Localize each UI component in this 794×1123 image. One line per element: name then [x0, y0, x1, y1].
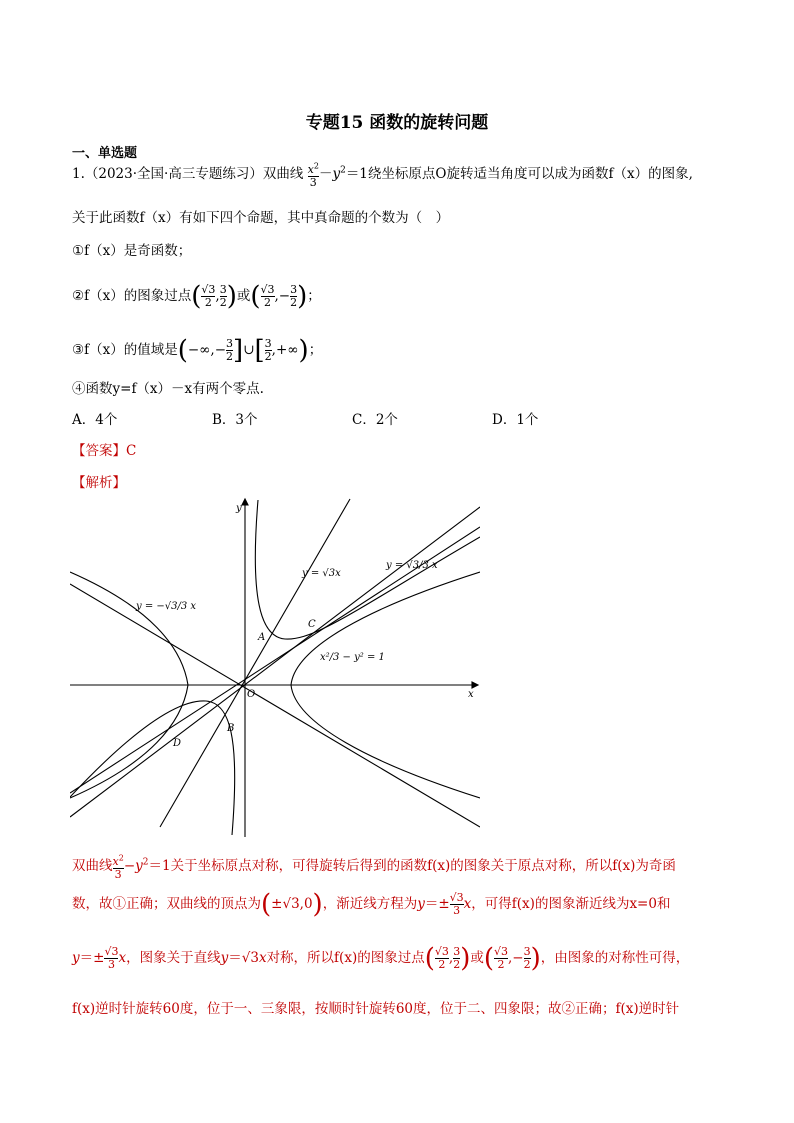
line-neg-sqrt3-3 — [70, 584, 480, 827]
y-axis-arrow — [242, 499, 248, 505]
question-line-2: 关于此函数f（x）有如下四个命题，其中真命题的个数为（ ） — [72, 210, 450, 226]
explanation-line-4: f(x)逆时针旋转60度，位于一、三象限，按顺时针旋转60度，位于二、四象限；故②正确；f(x)逆时针 — [72, 1001, 680, 1017]
explanation-3c: 或 — [470, 950, 484, 966]
option-c[interactable]: C．2个 — [352, 412, 398, 428]
option-a[interactable]: A．4个 — [72, 412, 118, 428]
explanation-line-2: 数，故①正确；双曲线的顶点为(±√3,0)，渐近线方程为$y=\pm\frac{√3}{3}$ x，可得f(x)的图象渐近线为x=0和 — [72, 889, 671, 920]
label-hyperbola: x²/3 − y² = 1 — [320, 652, 385, 663]
label-x: x — [468, 689, 474, 700]
proposition-3-text: ③f（x）的值域是 — [72, 342, 178, 358]
analysis-heading: 【解析】 — [72, 475, 126, 491]
options-row — [72, 410, 632, 430]
hyperbola-figure — [70, 497, 480, 837]
option-b[interactable]: B．3个 — [212, 412, 258, 428]
rotated-branch-lower — [70, 701, 235, 835]
section-heading: 一、单选题 — [72, 146, 138, 161]
label-b: B — [227, 723, 235, 734]
label-origin: O — [247, 689, 256, 700]
proposition-2-or: 或 — [236, 288, 251, 304]
hyperbola-fraction: $\frac{x^2}{3}$ — [307, 161, 319, 189]
question-mid: 绕坐标原点O旋转适当角度可以成为函数f（x）的图象, — [367, 165, 693, 182]
x-axis-arrow — [472, 682, 478, 688]
rotated-branch-upper — [255, 500, 480, 639]
explanation-2a: 数，故①正确；双曲线的顶点为 — [72, 896, 261, 912]
explanation-1a: 双曲线 — [72, 857, 113, 874]
label-a: A — [258, 632, 266, 643]
label-line-sqrt3-3: y = √3/3 x — [386, 560, 438, 571]
explanation-2b: ，渐近线方程为 — [322, 896, 418, 912]
explanation-3a: ，图象关于直线 — [126, 950, 221, 966]
figure-svg — [70, 497, 480, 837]
explanation-3b: 对称，所以f(x)的图象过点 — [266, 950, 425, 966]
proposition-1: ①f（x）是奇函数； — [72, 243, 192, 259]
line-sqrt3-3-b — [70, 507, 480, 817]
question-prefix: 1.（2023·全国·高三专题练习）双曲线 — [72, 165, 304, 182]
option-d[interactable]: D．1个 — [492, 412, 539, 428]
label-d: D — [173, 738, 182, 749]
explanation-1b: 关于坐标原点对称，可得旋转后得到的函数f(x)的图象关于原点对称，所以f(x)为奇函 — [170, 857, 676, 874]
label-line-neg: y = −√3/3 x — [136, 601, 197, 612]
label-line-sqrt3: y = √3x — [302, 568, 341, 579]
answer-line: 【答案】C — [72, 443, 137, 459]
explanation-3d: ，由图象的对称性可得， — [540, 950, 690, 966]
proposition-2-text: ②f（x）的图象过点 — [72, 288, 192, 304]
proposition-2: ②f（x）的图象过点($\frac{√3}{2}$ $,\frac{3}{2}$ )或($\frac{√3}{2}$ $,-\frac{3}{2}$ )； — [72, 281, 321, 312]
proposition-3: ③f（x）的值域是($-\infty,-\frac{3}{2}$ ]$\cup[\frac{3}{2}$ ,+∞)； — [72, 335, 323, 366]
label-y: y — [236, 503, 242, 514]
label-c: C — [308, 619, 316, 630]
proposition-4: ④函数y=f（x）－x有两个零点. — [72, 381, 264, 397]
explanation-line-3: $y=\pm\frac{√3}{3}$ x，图象关于直线y＝√3x对称，所以f(x)的图象过点($\frac{√3}{2}$ $,\frac{3}{2}$ )或($\frac{√3}{2}$ $,-\frac{3}{2}$ )，由图象的对称性可得， — [72, 943, 690, 974]
page-title: 专题15 函数的旋转问题 — [305, 113, 489, 133]
question-line-1: 1.（2023·全国·高三专题练习）双曲线 $\frac{x^2}{3}$ $-y^2=1$绕坐标原点O旋转适当角度可以成为函数f（x）的图象, — [72, 161, 693, 189]
explanation-line-1: 双曲线$\frac{x^2}{3}$ $-y^2=1$关于坐标原点对称，可得旋转后得到的函数f(x)的图象关于原点对称，所以f(x)为奇函 — [72, 853, 676, 881]
explanation-2c: ，可得f(x)的图象渐近线为x=0和 — [471, 896, 671, 912]
